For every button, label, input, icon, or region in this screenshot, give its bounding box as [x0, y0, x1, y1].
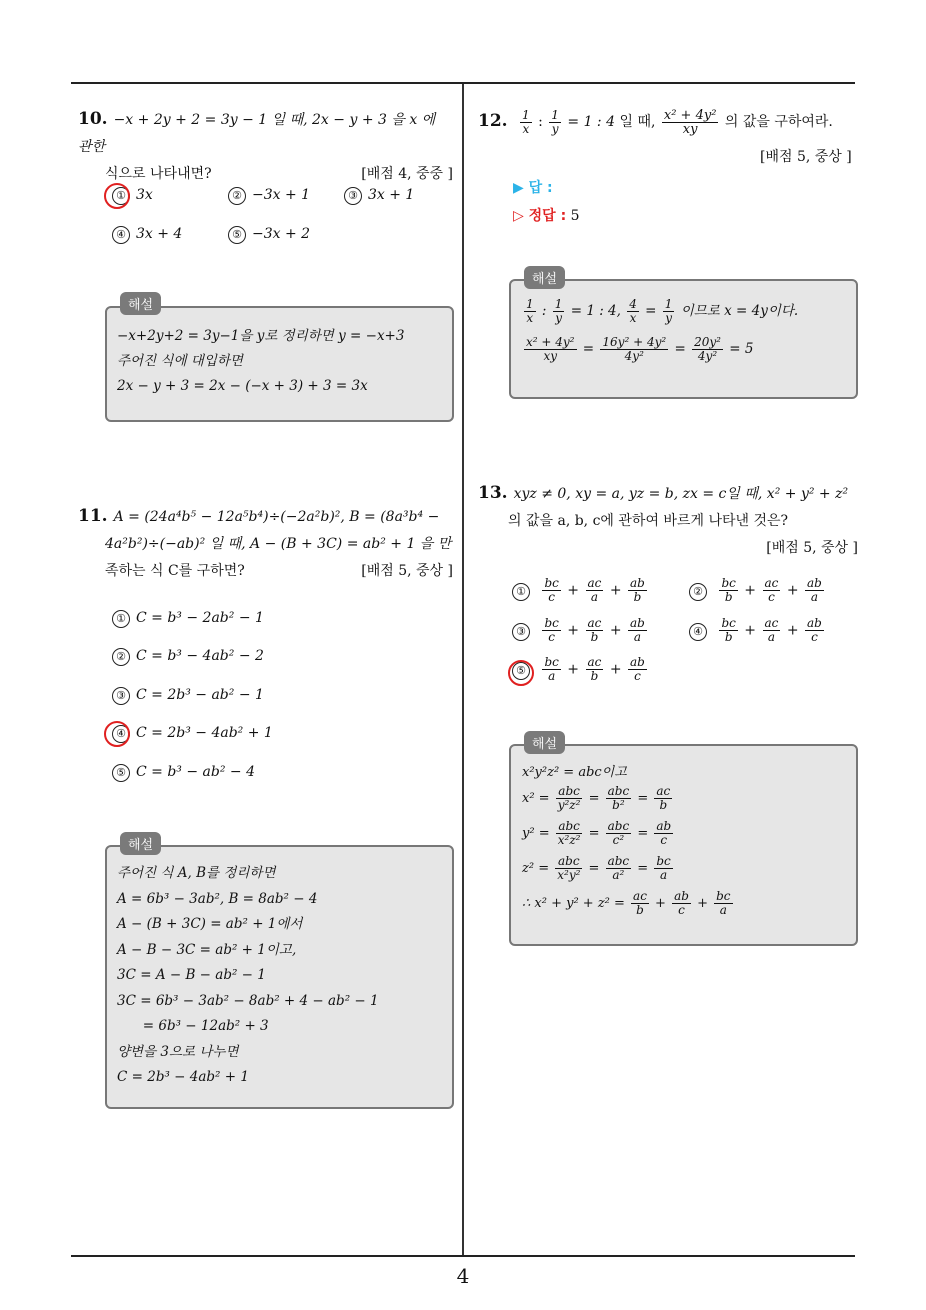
numerator: ab [630, 655, 645, 669]
question-text: 4a²b²)÷(−ab)² 일 때, A − (B + 3C) = ab² + 1 을 만 [105, 536, 452, 552]
solution-line: 3C = 6b³ − 3ab² − 8ab² + 4 − ab² − 1 [117, 992, 379, 1009]
numerator: ac [587, 616, 602, 630]
denominator: b [724, 590, 733, 604]
points-label: [배점 5, 중상 ] [760, 149, 852, 165]
answer-circle-mark [104, 721, 130, 747]
choice-2[interactable] [112, 648, 264, 666]
choice-mark: ① [112, 187, 130, 205]
choice-text: C = b³ − ab² − 4 [136, 764, 256, 780]
question-text: 의 값을 a, b, c에 관하여 바르게 나타낸 것은? [508, 513, 789, 529]
correct-label: ▷ 정답 : [513, 208, 567, 224]
solution-line: 주어진 식 A, B를 정리하면 [117, 865, 276, 881]
numerator: abc [607, 819, 630, 833]
choice-1[interactable] [112, 610, 264, 628]
numerator: bc [544, 616, 559, 630]
denominator: a [767, 630, 776, 644]
question-text: 족하는 식 C를 구하면? [105, 563, 245, 579]
denominator: c [548, 590, 556, 604]
solution-line: A − B − 3C = ab² + 1이고, [117, 941, 297, 958]
choice-text: C = b³ − 2ab² − 1 [136, 610, 264, 626]
numerator: ac [587, 655, 602, 669]
numerator: ac [656, 784, 671, 798]
denominator: c [548, 630, 556, 644]
numerator: bc [544, 576, 559, 590]
choice-1[interactable]: ① $\frac{bc}{c}$ + $\frac{ac}{a}$ + $\frac{ab}{b}$ [512, 577, 649, 604]
numerator: bc [544, 655, 559, 669]
numerator: ab [630, 576, 645, 590]
numerator: ab [807, 616, 822, 630]
solution-line: z² = [522, 861, 550, 876]
denominator: x²y² [557, 868, 581, 882]
denominator: b² [612, 798, 625, 812]
denominator: a [633, 630, 642, 644]
denominator: b [633, 590, 642, 604]
choice-mark: ④ [112, 725, 130, 743]
denominator: b [659, 798, 668, 812]
choice-2[interactable]: ② $\frac{bc}{b}$ + $\frac{ac}{c}$ + $\frac{ab}{a}$ [689, 577, 826, 604]
column-divider [462, 84, 464, 1256]
numerator: ac [764, 576, 779, 590]
choice-mark: ⑤ [112, 764, 130, 782]
choice-text: 3x + 1 [368, 187, 415, 203]
solution-line: 2x − y + 3 = 2x − (−x + 3) + 3 = 3x [117, 378, 368, 394]
correct-value: 5 [570, 208, 580, 224]
choice-mark: ⑤ [228, 226, 246, 244]
denominator: a [590, 590, 599, 604]
numerator: abc [555, 855, 582, 869]
solution-line: = 1 : 4, [570, 303, 621, 319]
numerator: abc [556, 785, 583, 799]
question-number: 12. [478, 111, 508, 131]
denominator: b [590, 630, 599, 644]
question-11 [78, 503, 453, 585]
solution-line: = 6b³ − 12ab² + 3 [117, 1018, 269, 1034]
question-text: xyz ≠ 0, xy = a, yz = b, zx = c일 때, x² + y² + z² [513, 486, 849, 502]
question-text: 의 값을 구하여라. [724, 114, 833, 130]
denominator: b [590, 669, 599, 683]
solution-line: A − (B + 3C) = ab² + 1에서 [117, 916, 303, 932]
denominator: x²z² [557, 833, 581, 847]
question-text: A = (24a⁴b⁵ − 12a⁵b⁴)÷(−2a²b)², B = (8a³b⁴ − [113, 509, 440, 525]
choice-5[interactable] [228, 226, 310, 244]
solution-line: 3C = A − B − ab² − 1 [117, 967, 266, 983]
numerator: ac [587, 576, 602, 590]
solution-text [117, 324, 404, 399]
solution-line: 양변을 3으로 나누면 [117, 1043, 239, 1060]
numerator: bc [721, 576, 736, 590]
choice-text: 3x [136, 187, 153, 203]
numerator: bc [656, 854, 671, 868]
choice-mark: ④ [112, 226, 130, 244]
numerator: abc [556, 820, 583, 834]
bottom-rule [71, 1255, 855, 1257]
fraction: $\frac{1}{y}$ [551, 107, 559, 136]
fraction: $\frac{\text{x² + 4y²}}{xy}$ [663, 107, 717, 137]
choice-4[interactable] [112, 226, 182, 244]
numerator: ab [656, 819, 672, 833]
choice-mark: ① [112, 610, 130, 628]
solution-line: 이므로 x = 4y이다. [680, 303, 799, 319]
solution-line: C = 2b³ − 4ab² + 1 [117, 1069, 249, 1085]
denominator: a² [612, 868, 625, 882]
choice-4[interactable]: ④ $\frac{bc}{b}$ + $\frac{ac}{a}$ + $\frac{ab}{c}$ [689, 617, 826, 644]
choice-2[interactable] [228, 187, 310, 205]
solution-line: ∴ x² + y² + z² = [522, 896, 625, 911]
solution-line: A = 6b³ − 3ab², B = 8ab² − 4 [117, 890, 318, 907]
question-13 [478, 480, 858, 562]
solution-tag: 해설 [120, 832, 161, 855]
choice-mark: ⑤ [512, 662, 530, 680]
denominator: y²z² [557, 798, 581, 812]
numerator: abc [607, 784, 630, 798]
page-number: 4 [456, 1264, 470, 1288]
points-label: [배점 5, 중상 ] [766, 540, 858, 556]
choice-mark: ① [512, 583, 530, 601]
denominator: a [659, 868, 668, 882]
solution-line: x² = [522, 791, 550, 806]
question-12: 12. $\frac{1}{x}$ : $\frac{1}{y}$ = 1 : 4 일 때, $\frac{\text{x² + 4y²}}{xy}$ 의 값을 구하여라. [478, 107, 833, 137]
denominator: a [810, 590, 819, 604]
solution-line: = 5 [729, 341, 754, 357]
solution-tag: 해설 [524, 266, 565, 289]
choice-mark: ② [689, 583, 707, 601]
choice-mark: ③ [344, 187, 362, 205]
choice-mark: ④ [689, 623, 707, 641]
numerator: ab [807, 576, 822, 590]
choice-text: C = b³ − 4ab² − 2 [136, 648, 264, 664]
choice-mark: ② [112, 648, 130, 666]
numerator: abc [607, 854, 630, 868]
question-number: 10. [78, 109, 108, 129]
numerator: ac [764, 616, 779, 630]
choice-text: −3x + 2 [252, 226, 311, 242]
solution-line: 주어진 식에 대입하면 [117, 353, 243, 369]
numerator: bc [721, 616, 736, 630]
choice-mark: ③ [112, 687, 130, 705]
question-text: 식으로 나타내면? [105, 166, 212, 182]
denominator: c [811, 630, 818, 644]
denominator: c² [612, 833, 625, 847]
choice-text: 3x + 4 [136, 226, 183, 242]
question-number: 13. [478, 483, 508, 503]
points-label: [배점 5, 중상 ] [361, 563, 453, 579]
choice-5[interactable] [112, 764, 255, 782]
choice-text: C = 2b³ − ab² − 1 [136, 687, 264, 703]
solution-line: y² = [522, 826, 550, 841]
answer-circle-mark [104, 183, 130, 209]
question-number: 11. [78, 506, 108, 526]
question-text: 일 때, [619, 114, 656, 130]
denominator: b [724, 630, 733, 644]
choice-text: C = 2b³ − 4ab² + 1 [136, 725, 273, 741]
choice-3[interactable]: ③ $\frac{bc}{c}$ + $\frac{ac}{b}$ + $\frac{ab}{a}$ [512, 617, 649, 644]
denominator: c [768, 590, 775, 604]
fraction: $\frac{1}{x}$ [522, 107, 530, 136]
points-label: [배점 4, 중중 ] [361, 166, 453, 182]
choice-text: −3x + 1 [252, 187, 311, 203]
choice-mark: ③ [512, 623, 530, 641]
correct-answer-label [513, 205, 580, 225]
choice-mark: ② [228, 187, 246, 205]
solution-line: −x+2y+2 = 3y−1을 y로 정리하면 y = −x+3 [117, 328, 405, 344]
choice-3[interactable] [112, 687, 264, 705]
choice-4[interactable] [112, 725, 273, 743]
denominator: a [548, 669, 556, 683]
answer-label: ▶ 답 : [513, 180, 553, 196]
solution-line: x²y²z² = abc이고 [522, 765, 627, 780]
question-10 [78, 106, 453, 188]
question-text: −x + 2y + 2 = 3y − 1 일 때, 2x − y + 3 을 x 에 관한 [78, 112, 436, 155]
denominator: c [634, 669, 641, 683]
choice-5[interactable]: ⑤ $\frac{bc}{a}$ + $\frac{ac}{b}$ + $\frac{ab}{c}$ [512, 656, 649, 683]
answer-circle-mark [508, 660, 534, 686]
numerator: ab [630, 616, 645, 630]
solution-text: x²y²z² = abc이고 x² = $\frac{\text{abc}}{\text{y²z²}}$ = $\frac{\text{abc}}{\text{b²}}$ = $\frac{ac}{b}$ y² = $\frac{\text{abc}}{\text{x²z²}}$ = $\frac{\text{abc}}{\text{c²}}$ = $\frac{ab}{c}$ z² = $\frac{\text{abc}}{\text{x²y²}}$ = $\frac{\text{abc}}{\text{a²}}$ = $\frac{bc}{a}$ ∴ x² + y² + z² = $\frac{ac}{b}$ + $\frac{ab}{c}$ + $\frac{bc}{a}$ [522, 764, 735, 917]
denominator: c [660, 833, 668, 847]
solution-text: $\frac{1}{x}$ : $\frac{1}{y}$ = 1 : 4, $\frac{4}{x}$ = $\frac{1}{y}$ 이므로 x = 4y이다. $\frac{\text{x² + 4y²}}{xy}$ = $\frac{\text{16y² + 4y²}}{\text{4y²}}$ = $\frac{\text{20y²}}{\text{4y²}}$ = 5 [526, 297, 799, 363]
solution-text [117, 861, 379, 1091]
solution-tag: 해설 [524, 731, 565, 754]
choice-3[interactable] [344, 187, 414, 205]
solution-tag: 해설 [120, 292, 161, 315]
